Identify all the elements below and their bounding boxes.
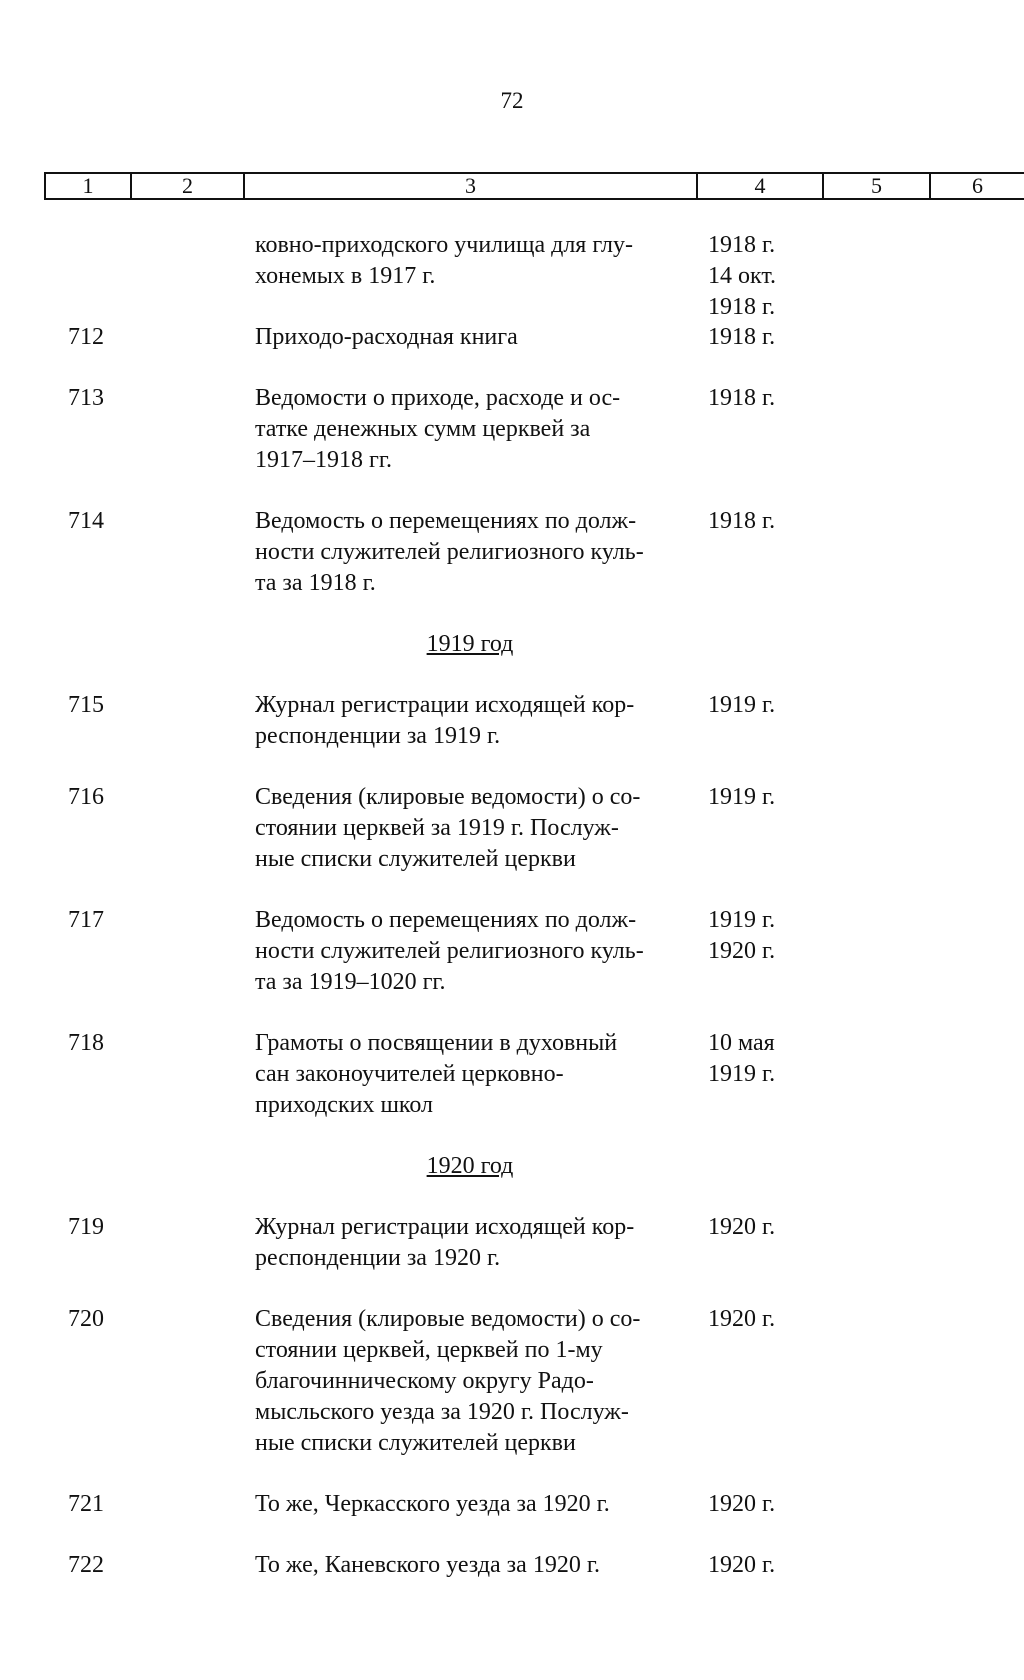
date-line: 14 окт. (708, 263, 777, 289)
date-line: 1920 г. (708, 1214, 776, 1240)
inventory-entry (0, 506, 1024, 599)
date-line: 1919 г. (708, 784, 776, 810)
entry-title (255, 230, 685, 292)
inventory-list (0, 230, 1024, 1611)
title-line: ности служителей религиозного куль- (255, 938, 644, 964)
entry-title (255, 690, 685, 752)
entries-1920 (0, 1212, 1024, 1581)
date-line: 1920 г. (708, 938, 776, 964)
column-header-2: 2 (132, 174, 245, 198)
date-line: 1919 г. (708, 692, 776, 718)
date-line: 1918 г. (708, 385, 776, 411)
entry-dates (708, 782, 775, 813)
entry-number: 719 (68, 1214, 104, 1240)
continuation-entry (0, 230, 1024, 320)
column-header-3: 3 (245, 174, 698, 198)
entries-1919 (0, 690, 1024, 1121)
entry-title (255, 506, 685, 599)
inventory-entry (0, 782, 1024, 875)
entry-number: 720 (68, 1306, 104, 1332)
title-line: Ведомость о перемещениях по долж- (255, 508, 637, 534)
title-line: Журнал регистрации исходящей кор- (255, 692, 635, 718)
entry-dates (708, 1550, 775, 1581)
entry-title (255, 1212, 685, 1274)
title-line: та за 1919–1020 гг. (255, 969, 446, 995)
title-line: Сведения (клировые ведомости) о со- (255, 784, 641, 810)
entry-title (255, 1489, 685, 1520)
title-line: благочинническому округу Радо- (255, 1368, 594, 1394)
page-number: 72 (500, 88, 524, 113)
entry-dates (708, 1304, 775, 1335)
date-line: 1918 г. (708, 324, 776, 350)
title-line: респонденции за 1920 г. (255, 1245, 501, 1271)
title-line: ности служителей религиозного куль- (255, 539, 644, 565)
section-heading-1919: 1919 год (426, 631, 514, 657)
entry-number: 717 (68, 907, 104, 933)
entry-dates (708, 383, 775, 414)
column-header-1: 1 (46, 174, 132, 198)
entry-title (255, 782, 685, 875)
entry-number: 714 (68, 508, 104, 534)
entry-dates (708, 1028, 775, 1090)
entry-title (255, 1550, 685, 1581)
entry-dates (708, 506, 775, 537)
title-line: респонденции за 1919 г. (255, 723, 501, 749)
entry-number: 715 (68, 692, 104, 718)
date-line: 1920 г. (708, 1306, 776, 1332)
section-heading-1920: 1920 год (426, 1153, 514, 1179)
entry-dates (708, 905, 775, 967)
entry-dates (708, 1489, 775, 1520)
title-line: стоянии церквей, церквей по 1-му (255, 1337, 603, 1363)
title-line: Журнал регистрации исходящей кор- (255, 1214, 635, 1240)
title-line: Грамоты о посвящении в духовный (255, 1030, 618, 1056)
date-line: 10 мая (708, 1030, 775, 1056)
entry-title (255, 1304, 685, 1459)
column-header-6: 6 (972, 173, 983, 198)
title-line: стоянии церквей за 1919 г. Послуж- (255, 815, 619, 841)
inventory-entry (0, 383, 1024, 476)
inventory-entry (0, 1489, 1024, 1520)
title-line: татке денежных сумм церквей за (255, 416, 591, 442)
entry-number: 721 (68, 1491, 104, 1517)
entry-title (255, 905, 685, 998)
entry-number: 718 (68, 1030, 104, 1056)
entry-dates (708, 1212, 775, 1243)
title-line: То же, Каневского уезда за 1920 г. (255, 1552, 600, 1578)
entry-title (255, 383, 685, 476)
title-line: То же, Черкасского уезда за 1920 г. (255, 1491, 610, 1517)
title-line: ные списки служителей церкви (255, 846, 576, 872)
date-line: 1920 г. (708, 1491, 776, 1517)
inventory-entry (0, 905, 1024, 998)
entry-number: 712 (68, 324, 104, 350)
title-line: та за 1918 г. (255, 570, 376, 596)
title-line: Сведения (клировые ведомости) о со- (255, 1306, 641, 1332)
date-line: 1918 г. (708, 508, 776, 534)
inventory-entry (0, 690, 1024, 752)
title-line: ковно-приходского училища для глу- (255, 232, 633, 258)
entry-title (255, 1028, 685, 1121)
title-line: Приходо-расходная книга (255, 324, 518, 350)
entries-1918 (0, 322, 1024, 599)
date-line: 1919 г. (708, 907, 776, 933)
column-header-5: 5 (824, 174, 931, 198)
inventory-entry (0, 1212, 1024, 1274)
title-line: ные списки служителей церкви (255, 1430, 576, 1456)
entry-dates (708, 230, 776, 323)
date-line: 1918 г. (708, 232, 776, 258)
column-header-row (44, 172, 1024, 200)
entry-title (255, 322, 685, 353)
date-line: 1918 г. (708, 294, 776, 320)
inventory-entry (0, 1028, 1024, 1121)
entry-dates (708, 322, 775, 353)
title-line: хонемых в 1917 г. (255, 263, 436, 289)
title-line: мысльского уезда за 1920 г. Послуж- (255, 1399, 629, 1425)
entry-number: 722 (68, 1552, 104, 1578)
date-line: 1919 г. (708, 1061, 776, 1087)
title-line: приходских школ (255, 1092, 434, 1118)
inventory-entry (0, 1304, 1024, 1459)
title-line: 1917–1918 гг. (255, 447, 392, 473)
inventory-entry (0, 1550, 1024, 1581)
date-line: 1920 г. (708, 1552, 776, 1578)
title-line: сан законоучителей церковно- (255, 1061, 564, 1087)
entry-number: 713 (68, 385, 104, 411)
entry-dates (708, 690, 775, 721)
column-header-4: 4 (698, 174, 824, 198)
title-line: Ведомости о приходе, расходе и ос- (255, 385, 621, 411)
title-line: Ведомость о перемещениях по долж- (255, 907, 637, 933)
entry-number: 716 (68, 784, 104, 810)
inventory-entry (0, 322, 1024, 353)
